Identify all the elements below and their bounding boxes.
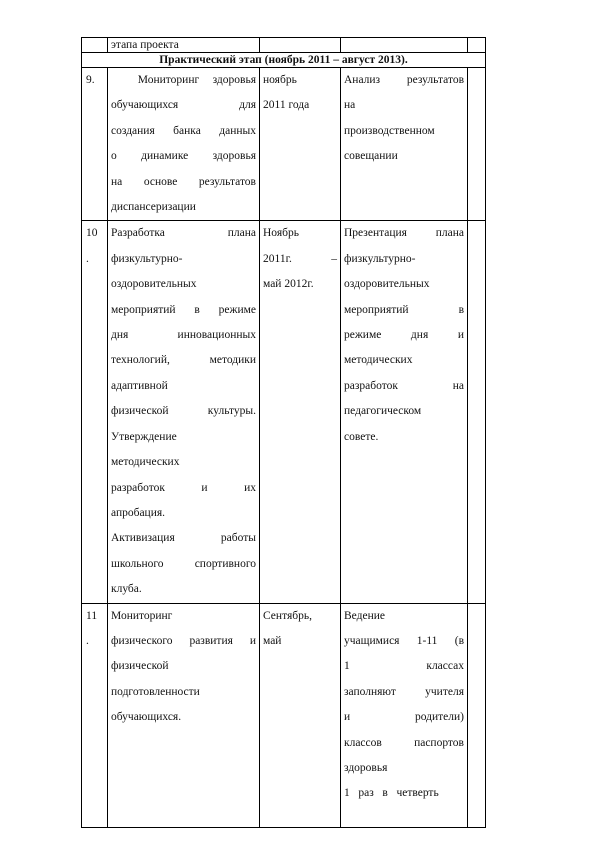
cell-line: 1 классах [344,660,464,673]
table-cell [341,38,468,53]
cell-line: Мониторинг [111,609,173,622]
cell-line: разработок на [344,379,464,392]
row-number: 11 . [82,603,108,827]
cell-line: на основе результатов [111,175,256,188]
section-header-row [82,53,486,68]
cell-line: школьного спортивного [111,557,256,570]
cell-line: здоровья [344,761,388,774]
cell-line: методических [111,456,180,469]
table-cell [468,38,486,53]
activity-cell [108,603,260,827]
cell-line: физкультурно- [111,252,183,265]
period-cell [260,603,341,827]
table-row [82,38,486,53]
cell-line: клуба. [111,583,142,596]
table-cell [468,68,486,221]
period-cell [260,221,341,603]
cell-line: педагогическом [344,405,422,418]
activity-cell [108,221,260,603]
cell-line: обучающихся. [111,711,182,724]
section-header: Практический этап (ноябрь 2011 – август 2013). [82,53,486,68]
cell-line: подготовленности [111,685,200,698]
cell-line: оздоровительных [111,278,197,291]
cell-line: оздоровительных [344,278,430,291]
activity-cell [108,68,260,221]
row-number: 10 . [82,221,108,603]
cell-line: 1 раз в четверть [344,787,439,800]
cell-line: май 2012г. [263,278,314,291]
result-cell [341,221,468,603]
table-row [82,603,486,827]
cell-line: создания банка данных [111,124,256,137]
cell-line: на [344,99,356,112]
cell-line: режиме дня и [344,329,464,342]
cell-line: 2011 года [263,99,310,112]
cell-line: Мониторинг здоровья [111,74,256,86]
cell-line: совете. [344,430,379,443]
cell-line: Утверждение [111,430,177,443]
cell-line: апробация. [111,506,166,519]
plan-table [81,37,486,828]
row-number: 9. [82,68,108,221]
table-cell [260,38,341,53]
cell-line: производственном [344,124,435,137]
cell-line: физического развития и [111,634,256,647]
cell-line: совещании [344,150,398,163]
table-cell [468,221,486,603]
cell-line: учащимися 1-11 (в [344,634,464,647]
cell-line: май [263,634,282,647]
cell-line: Ноябрь [263,227,299,240]
cell-line: о динамике здоровья [111,150,256,163]
cell-line: Сентябрь, [263,609,312,622]
cell-line: ноябрь [263,74,297,86]
cell-line: диспансеризации [111,201,196,214]
cell-line: адаптивной [111,379,168,392]
cell-line: Разработка плана [111,227,256,240]
cell-line: Ведение [344,609,385,622]
cell-line: классов паспортов [344,736,464,749]
cell-line: Анализ результатов [344,74,464,86]
cell-line: мероприятий в режиме [111,303,256,316]
table-cell [468,603,486,827]
cell-line: технологий, методики [111,354,256,367]
result-cell [341,68,468,221]
cell-line: 2011г. – [263,252,337,265]
table-row [82,68,486,221]
cell-line: дня инновационных [111,329,256,342]
cell-line: физкультурно- [344,252,416,265]
cell-line: Активизация работы [111,532,256,545]
table-cell [82,38,108,53]
table-cell: этапа проекта [108,38,260,53]
cell-line: заполняют учителя [344,685,464,698]
period-cell [260,68,341,221]
table-row [82,221,486,603]
result-cell [341,603,468,827]
cell-line: Презентация плана [344,227,464,240]
cell-line: физической [111,660,169,673]
cell-line: физической культуры. [111,405,256,418]
cell-line: методических [344,354,413,367]
cell-line: мероприятий в [344,303,464,316]
cell-line: и родители) [344,711,464,724]
cell-line: обучающихся для [111,99,256,112]
cell-line: разработок и их [111,481,256,494]
